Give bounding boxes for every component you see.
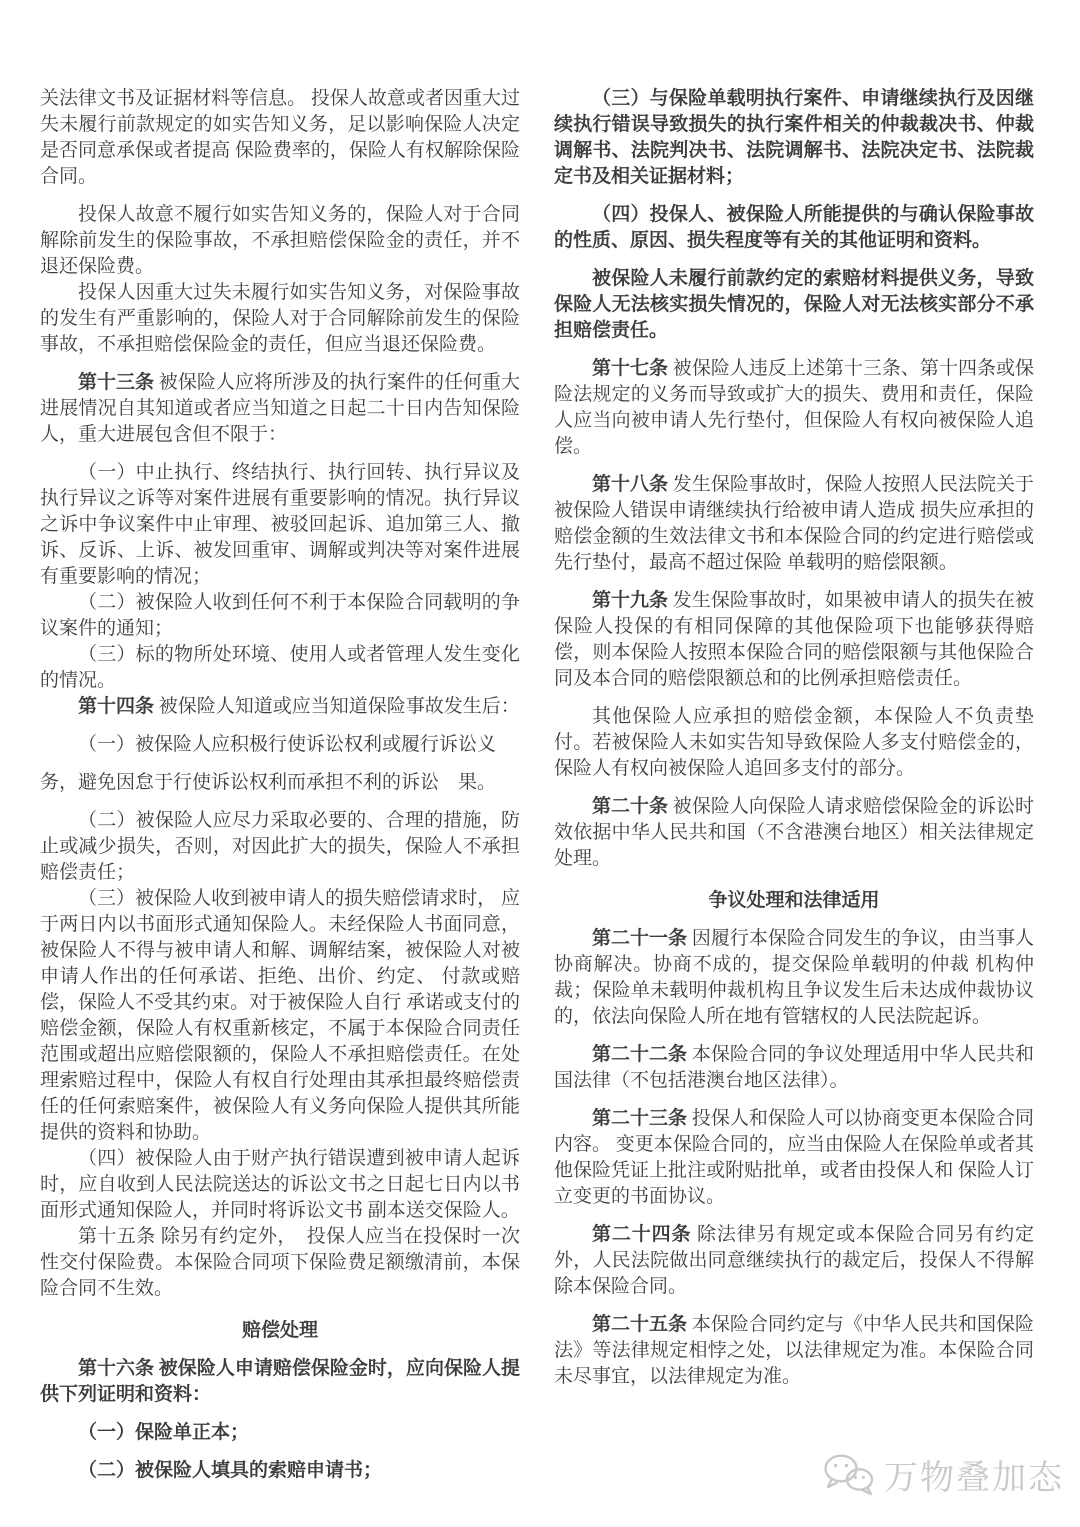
paragraph: 第十四条 被保险人知道或应当知道保险事故发生后： — [78, 696, 520, 717]
clause-number: 第二十三条 — [592, 1108, 688, 1129]
watermark — [822, 1450, 1064, 1499]
paragraph: （三）与保险单载明执行案件、申请继续执行及因继续执行错误导致损失的执行案件相关的仲裁裁决书、仲裁调解书、法院判决书、法院调解书、法院决定书、法院裁定书及相关证据材料； — [554, 88, 1034, 187]
paragraph: （一）保险单正本； — [78, 1422, 250, 1443]
paragraph: （四）投保人、被保险人所能提供的与确认保险事故的性质、原因、损失程度等有关的其他证明和资料。 — [554, 204, 1034, 251]
wechat-icon — [822, 1452, 876, 1498]
paragraph: （三）标的物所处环境、使用人或者管理人发生变化的情况。 — [40, 644, 520, 691]
paragraph: 第二十四条 除法律另有规定或本保险合同另有约定外，人民法院做出同意继续执行的裁定后，投保人不得解除本保险合同。 — [554, 1224, 1034, 1297]
paragraph: 其他保险人应承担的赔偿金额，本保险人不负责垫付。若被保险人未如实告知导致保险人多支付赔偿金的，保险人有权向被保险人追回多支付的部分。 — [554, 706, 1034, 779]
clause-number: 第十三条 — [78, 372, 155, 393]
paragraph: 第二十二条 本保险合同的争议处理适用中华人民共和国法律（不包括港澳台地区法律）。 — [554, 1044, 1034, 1091]
clause-number: 第十七条 — [592, 358, 669, 379]
clause-number: 第二十五条 — [592, 1314, 688, 1335]
paragraph: 第二十一条 因履行本保险合同发生的争议，由当事人协商解决。协商不成的，提交保险单载明的仲裁 机构仲裁；保险单未载明仲裁机构且争议发生后未达成仲裁协议的，依法向保险人所在地有管辖权的人民法院起诉。 — [554, 928, 1034, 1027]
clause-number: 第二十一条 — [592, 928, 688, 949]
left-column — [40, 86, 520, 1484]
paragraph: 务，避免因怠于行使诉讼权利而承担不利的诉讼 果。 — [40, 772, 497, 793]
paragraph: （一）中止执行、终结执行、执行回转、执行异议及执行异议之诉等对案件进展有重要影响的情况。执行异议之诉中争议案件中止审理、被驳回起诉、追加第三人、撤诉、反诉、上诉、被发回重审、调解或判决等对案件进展有重要影响的情况； — [40, 462, 520, 587]
clause-number: 第十九条 — [592, 590, 669, 611]
watermark-text: 万物叠加态 — [884, 1459, 1064, 1497]
clause-number: 第二十四条 — [592, 1224, 692, 1245]
paragraph: （一）被保险人应积极行使诉讼权利或履行诉讼义 — [78, 734, 497, 755]
paragraph: （二）被保险人填具的索赔申请书； — [78, 1460, 383, 1481]
section-heading: 争议处理和法律适用 — [708, 890, 880, 911]
clause-number: 第二十条 — [592, 796, 669, 817]
clause-number: 第十八条 — [592, 474, 669, 495]
paragraph: （二）被保险人应尽力采取必要的、合理的措施，防止或减少损失，否则，对因此扩大的损失，保险人不承担赔偿责任； — [40, 810, 520, 883]
paragraph: 第二十条 被保险人向保险人请求赔偿保险金的诉讼时效依据中华人民共和国（不含港澳台地区）相关法律规定处理。 — [554, 796, 1034, 869]
paragraph: 关法律文书及证据材料等信息。 投保人故意或者因重大过失未履行前款规定的如实告知义务，足以影响保险人决定是否同意承保或者提高 保险费率的，保险人有权解除保险合同。 — [40, 88, 520, 187]
paragraph: 第十三条 被保险人应将所涉及的执行案件的任何重大进展情况自其知道或者应当知道之日起二十日内告知保险人，重大进展包含但不限于： — [40, 372, 520, 445]
paragraph: 第十七条 被保险人违反上述第十三条、第十四条或保险法规定的义务而导致或扩大的损失、费用和责任，保险人应当向被申请人先行垫付，但保险人有权向被保险人追偿。 — [554, 358, 1034, 457]
clause-number: 第十四条 — [78, 696, 155, 717]
paragraph: 第十九条 发生保险事故时，如果被申请人的损失在被保险人投保的有相同保障的其他保险项下也能够获得赔偿，则本保险人按照本保险合同的赔偿限额与其他保险合同及本合同的赔偿限额总和的比例承担赔偿责任。 — [554, 590, 1034, 689]
paragraph: （三）被保险人收到被申请人的损失赔偿请求时， 应于两日内以书面形式通知保险人。未经保险人书面同意，被保险人不得与被申请人和解、调解结案，被保险人对被申请人作出的任何承诺、拒绝、出价、约定、 付款或赔偿，保险人不受其约束。对于被保险人自行 承诺或支付的赔偿金额，保险人有权重新核定，不属于本保险合同责任范围或超出应赔偿限额的，保险人不承担赔偿责任。在处理索赔过程中，保险人有权自行处理由其承担最终赔偿责任的任何索赔案件，被保险人有义务向保险人提供其所能提供的资料和协助。 — [40, 888, 520, 1143]
paragraph: 第十八条 发生保险事故时，保险人按照人民法院关于被保险人错误申请继续执行给被申请人造成 损失应承担的赔偿金额的生效法律文书和本保险合同的约定进行赔偿或先行垫付，最高不超过保险 单载明的赔偿限额。 — [554, 474, 1034, 573]
paragraph: 投保人因重大过失未履行如实告知义务，对保险事故的发生有严重影响的，保险人对于合同解除前发生的保险事故，不承担赔偿保险金的责任，但应当退还保险费。 — [40, 282, 520, 355]
paragraph: （二）被保险人收到任何不利于本保险合同载明的争议案件的通知； — [40, 592, 520, 639]
paragraph: 投保人故意不履行如实告知义务的，保险人对于合同解除前发生的保险事故，不承担赔偿保险金的责任，并不退还保险费。 — [40, 204, 520, 277]
section-heading: 赔偿处理 — [241, 1320, 318, 1341]
right-column — [554, 86, 1034, 1484]
clause-number: 第二十二条 — [592, 1044, 688, 1065]
paragraph: 第十六条 被保险人申请赔偿保险金时，应向保险人提供下列证明和资料： — [40, 1358, 520, 1405]
paragraph: （四）被保险人由于财产执行错误遭到被申请人起诉时，应自收到人民法院送达的诉讼文书之日起七日内以书面形式通知保险人，并同时将诉讼文书 副本送交保险人。 — [40, 1148, 520, 1221]
paragraph: 第十五条 除另有约定外， 投保人应当在投保时一次性交付保险费。本保险合同项下保险费足额缴清前，本保险合同不生效。 — [40, 1226, 520, 1299]
paragraph: 第二十五条 本保险合同约定与《中华人民共和国保险法》等法律规定相悖之处，以法律规定为准。本保险合同未尽事宜，以法律规定为准。 — [554, 1314, 1034, 1387]
paragraph: 被保险人未履行前款约定的索赔材料提供义务，导致保险人无法核实损失情况的，保险人对无法核实部分不承担赔偿责任。 — [554, 268, 1034, 341]
paragraph: 第二十三条 投保人和保险人可以协商变更本保险合同内容。 变更本保险合同的，应当由保险人在保险单或者其他保险凭证上批注或附贴批单，或者由投保人和 保险人订立变更的书面协议。 — [554, 1108, 1034, 1207]
